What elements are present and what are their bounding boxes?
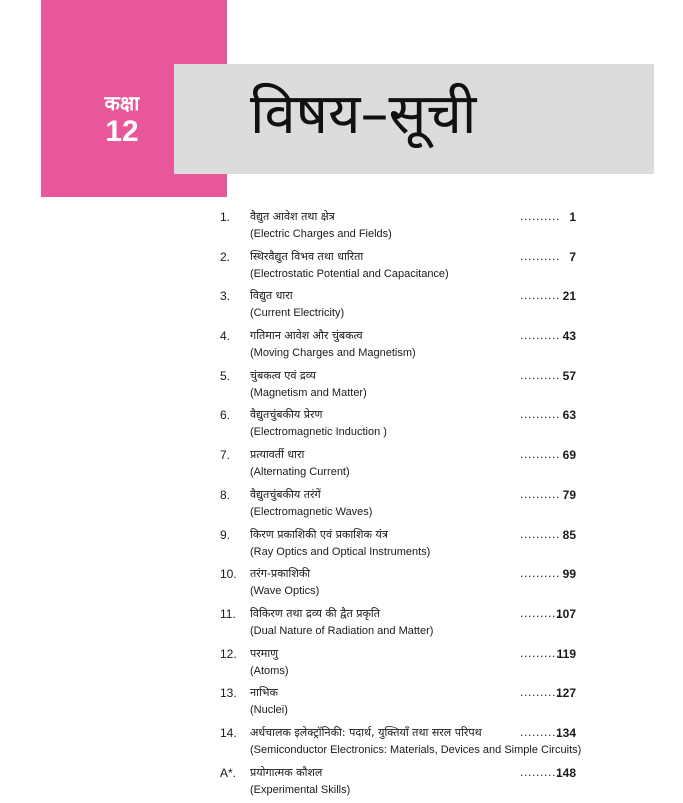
toc-entry[interactable] — [220, 327, 580, 367]
toc-entry-number: 4. — [220, 329, 231, 344]
toc-entry[interactable] — [220, 724, 580, 764]
toc-entry-page-number: 99 — [562, 567, 576, 582]
toc-entry-english-title: (Alternating Current) — [250, 466, 350, 479]
toc-entry-leader-dots: .......... — [520, 368, 560, 382]
toc-entry-hindi-title: प्रत्यावर्ती धारा — [250, 448, 305, 462]
toc-entry-hindi-title: वैद्युतचुंबकीय तरंगें — [250, 487, 321, 501]
toc-entry[interactable] — [220, 406, 580, 446]
toc-entry-leader-dots: .......... — [520, 487, 560, 501]
toc-entry-english-title: (Ray Optics and Optical Instruments) — [250, 545, 431, 558]
toc-entry-number: A*. — [220, 765, 237, 780]
toc-entry-page-number: 57 — [562, 368, 576, 383]
toc-entry[interactable] — [220, 645, 580, 685]
class-number: 12 — [105, 115, 139, 148]
toc-entry-english-title: (Nuclei) — [250, 704, 288, 717]
toc-entry-hindi-title: प्रयोगात्मक कौशल — [250, 765, 323, 779]
toc-entry[interactable] — [220, 764, 580, 803]
toc-entry-page-number: 7 — [569, 249, 576, 264]
toc-entry[interactable] — [220, 605, 580, 645]
toc-entry-leader-dots: .......... — [520, 646, 560, 660]
toc-entry-leader-dots: .......... — [520, 289, 560, 303]
toc-entry-leader-dots: .......... — [520, 765, 560, 779]
toc-entry[interactable] — [220, 208, 580, 248]
toc-entry-leader-dots: .......... — [520, 210, 560, 223]
toc-entry-leader-dots: .......... — [520, 408, 560, 422]
toc-entry-english-title: (Atoms) — [250, 664, 289, 677]
toc-entry-leader-dots: .......... — [520, 527, 560, 541]
toc-entry-english-title: (Magnetism and Matter) — [250, 386, 367, 399]
toc-entry-hindi-title: वैद्युतचुंबकीय प्रेरण — [250, 408, 323, 422]
toc-entry-hindi-title: गतिमान आवेश और चुंबकत्व — [250, 329, 363, 343]
toc-entry-number: 8. — [220, 487, 231, 502]
toc-entry-hindi-title: विकिरण तथा द्रव्य की द्वैत प्रकृति — [250, 606, 381, 620]
class-badge — [92, 92, 152, 148]
toc-entry-english-title: (Experimental Skills) — [250, 783, 351, 796]
toc-entry[interactable] — [220, 526, 580, 566]
toc-entry-page-number: 69 — [562, 448, 576, 463]
toc-entry[interactable] — [220, 446, 580, 486]
toc-entry-page-number: 134 — [555, 725, 576, 740]
toc-entry-page-number: 79 — [562, 487, 576, 502]
table-of-contents — [220, 208, 580, 803]
page-title: विषय–सूची — [250, 82, 477, 147]
toc-entry-number: 13. — [220, 686, 237, 701]
toc-entry-number: 9. — [220, 527, 231, 542]
toc-entry-number: 14. — [220, 725, 237, 740]
toc-entry-leader-dots: .......... — [520, 329, 560, 343]
toc-entry-number: 3. — [220, 289, 231, 304]
toc-entry-number: 2. — [220, 249, 231, 264]
toc-entry-leader-dots: .......... — [520, 686, 560, 700]
toc-entry-number: 12. — [220, 646, 237, 661]
toc-entry-english-title: (Moving Charges and Magnetism) — [250, 347, 416, 360]
toc-entry-hindi-title: किरण प्रकाशिकी एवं प्रकाशिक यंत्र — [250, 527, 388, 541]
toc-entry-english-title: (Semiconductor Electronics: Materials, Devices and Simple Circuits) — [250, 743, 582, 756]
toc-entry-hindi-title: स्थिरवैद्युत विभव तथा धारिता — [250, 249, 364, 263]
toc-entry[interactable] — [220, 367, 580, 407]
toc-entry-page-number: 107 — [555, 606, 576, 621]
toc-entry-page-number: 63 — [562, 408, 576, 423]
toc-entry-page-number: 21 — [562, 289, 576, 304]
toc-entry-english-title: (Wave Optics) — [250, 585, 320, 598]
toc-entry-english-title: (Electromagnetic Waves) — [250, 505, 373, 518]
toc-entry-leader-dots: .......... — [520, 448, 560, 462]
toc-entry[interactable] — [220, 287, 580, 327]
toc-entry-leader-dots: .......... — [520, 725, 560, 739]
toc-entry-hindi-title: चुंबकत्व एवं द्रव्य — [250, 368, 316, 382]
toc-entry-page-number: 85 — [562, 527, 576, 542]
toc-entry[interactable] — [220, 486, 580, 526]
toc-entry-number: 5. — [220, 368, 231, 383]
toc-entry-number: 10. — [220, 567, 237, 582]
toc-entry-page-number: 1 — [569, 210, 576, 224]
toc-entry-english-title: (Electrostatic Potential and Capacitance) — [250, 267, 449, 280]
toc-entry-leader-dots: .......... — [520, 606, 560, 620]
toc-entry-leader-dots: .......... — [520, 249, 560, 263]
class-word: कक्षा — [104, 91, 140, 115]
toc-entry-number: 7. — [220, 448, 231, 463]
toc-entry-hindi-title: वैद्युत आवेश तथा क्षेत्र — [250, 210, 335, 223]
toc-entry-page-number: 43 — [562, 329, 576, 344]
toc-entry[interactable] — [220, 565, 580, 605]
toc-entry-page-number: 148 — [555, 765, 576, 780]
toc-entry-page-number: 127 — [555, 686, 576, 701]
toc-entry-leader-dots: .......... — [520, 567, 560, 581]
toc-entry-hindi-title: विद्युत धारा — [250, 289, 293, 303]
toc-entry-english-title: (Electric Charges and Fields) — [250, 228, 392, 240]
toc-entry-hindi-title: नाभिक — [250, 686, 278, 700]
toc-entry-number: 11. — [220, 606, 236, 621]
toc-entry-hindi-title: अर्धचालक इलेक्ट्रॉनिकी: पदार्थ, युक्तियाँ तथा सरल परिपथ — [250, 725, 482, 739]
toc-entry-english-title: (Current Electricity) — [250, 307, 345, 320]
toc-entry-hindi-title: तरंग-प्रकाशिकी — [250, 567, 311, 581]
toc-entry[interactable] — [220, 684, 580, 724]
toc-entry-hindi-title: परमाणु — [250, 646, 279, 660]
toc-entry-english-title: (Electromagnetic Induction ) — [250, 426, 387, 439]
toc-entry[interactable] — [220, 248, 580, 288]
toc-entry-number: 6. — [220, 408, 231, 423]
toc-entry-page-number: 119 — [556, 646, 576, 661]
toc-entry-english-title: (Dual Nature of Radiation and Matter) — [250, 624, 434, 637]
toc-entry-number: 1. — [220, 210, 231, 224]
